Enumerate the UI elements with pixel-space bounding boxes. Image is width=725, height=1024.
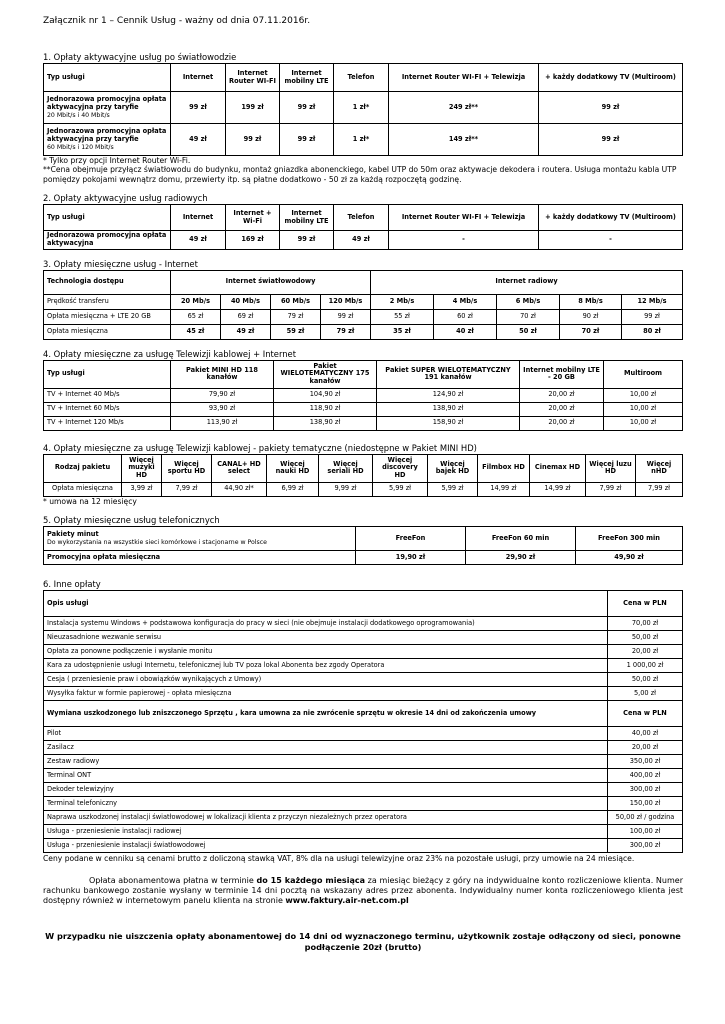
price-cell: 113,90 zł xyxy=(171,416,274,430)
table-header: Internet mobilny LTE xyxy=(280,64,334,92)
payment-text-cont: za miesiąc bieżący z góry na indywidualne konto rozliczeniowe klienta. Numer rachunku bankowego zostanie wysłany w terminie 14 dni pocztą na wskazany adres przez abonenta. Indywidualny numer konta rozliczeniowego klienta jest dostępny również w internetowym panelu klienta na stronie xyxy=(43,875,683,906)
speed-cell: 8 Mb/s xyxy=(560,294,622,309)
row-label: Opłata miesięczna + LTE 20 GB xyxy=(44,309,171,324)
price-cell: 104,90 zł xyxy=(274,388,377,402)
table-header: Internet radiowy xyxy=(371,270,683,294)
table-header: Więcej discovery HD xyxy=(373,454,428,482)
payment-text: Opłata abonamentowa płatna w terminie xyxy=(89,875,257,885)
fee-description: Nieuzasadnione wezwanie serwisu xyxy=(44,631,608,645)
table-header: Więcej nHD xyxy=(636,454,683,482)
price-cell: 49,90 zł xyxy=(576,551,683,565)
row-label: Opłata miesięczna xyxy=(44,482,122,496)
price-cell: 29,90 zł xyxy=(466,551,576,565)
table-header: FreeFon 300 min xyxy=(576,527,683,551)
table-header: Więcej seriali HD xyxy=(319,454,373,482)
table-header: Więcej nauki HD xyxy=(267,454,319,482)
table-row xyxy=(44,659,683,673)
price-cell: 44,90 zł* xyxy=(212,482,267,496)
table-header: Internet Router WI-FI + Telewizja xyxy=(389,205,539,231)
fee-description: Instalacja systemu Windows + podstawowa konfiguracja do pracy w sieci (nie obejmuje instalacji dodatkowego oprogramowania) xyxy=(44,617,608,631)
fee-description: Terminal ONT xyxy=(44,769,608,783)
fee-description: Usługa - przeniesienie instalacji radiowej xyxy=(44,825,608,839)
speed-cell: 20 Mb/s xyxy=(171,294,221,309)
table-header: Telefon xyxy=(334,205,389,231)
client-panel-link[interactable]: www.faktury.air-net.com.pl xyxy=(285,896,409,906)
table-header: Internet xyxy=(171,64,226,92)
fee-price: 20,00 zł xyxy=(608,645,683,659)
table-header: Internet światłowodowy xyxy=(171,270,371,294)
table-row xyxy=(44,124,683,156)
table-header: FreeFon xyxy=(356,527,466,551)
price-cell: 7,99 zł xyxy=(586,482,636,496)
row-label: TV + Internet 120 Mb/s xyxy=(44,416,171,430)
table-row xyxy=(44,783,683,797)
fee-price: 150,00 zł xyxy=(608,797,683,811)
price-cell: 79,90 zł xyxy=(171,388,274,402)
price-cell: 199 zł xyxy=(226,92,280,124)
fee-description: Zestaw radiowy xyxy=(44,755,608,769)
price-cell: 169 zł xyxy=(226,231,280,249)
fee-price: 50,00 zł xyxy=(608,673,683,687)
table-header: Wymiana uszkodzonego lub zniszczonego Sprzętu , kara umowna za nie zwrócenie sprzętu w okresie 14 dni od zakończenia umowy xyxy=(44,701,608,727)
price-cell: 99 zł xyxy=(622,309,683,324)
payment-paragraph xyxy=(43,876,683,907)
price-cell: 138,90 zł xyxy=(274,416,377,430)
table-header: + każdy dodatkowy TV (Multiroom) xyxy=(539,64,683,92)
price-list-page xyxy=(43,16,683,953)
table-row xyxy=(44,755,683,769)
footnote-2: **Cena obejmuje przyłącz światłowodu do budynku, montaż gniazdka abonenckiego, kabel UTP do 50m oraz aktywacje dekodera i routera. Usługa montażu kabla UTP pomiędzy pokojami wewnątrz domu, przewierty itp. są płatne dodatkowo - 50 zł za każdą rozpoczętą godzinę. xyxy=(43,165,677,184)
row-label: Jednorazowa promocyjna opłata aktywacyjna przy taryfie xyxy=(47,127,167,143)
price-cell: 14,99 zł xyxy=(478,482,530,496)
price-cell: 149 zł** xyxy=(389,124,539,156)
section-4b-title: 4. Opłaty miesięczne za usługę Telewizji kablowej - pakiety tematyczne (niedostępne w Pakiet MINI HD) xyxy=(43,442,477,453)
section-4-title: 4. Opłaty miesięczne za usługę Telewizji kablowej + Internet xyxy=(43,348,296,359)
fee-price: 50,00 zł xyxy=(608,631,683,645)
price-cell: 99 zł xyxy=(171,92,226,124)
price-cell: 19,90 zł xyxy=(356,551,466,565)
section-2-title: 2. Opłaty aktywacyjne usług radiowych xyxy=(43,193,208,204)
table-header: Więcej luzu HD xyxy=(586,454,636,482)
row-label: Opłata miesięczna xyxy=(44,324,171,339)
price-cell: 99 zł xyxy=(280,124,334,156)
price-cell: 20,00 zł xyxy=(520,388,604,402)
table-header: Cena w PLN xyxy=(608,591,683,617)
fee-price: 100,00 zł xyxy=(608,825,683,839)
table-header: FreeFon 60 min xyxy=(466,527,576,551)
fee-price: 350,00 zł xyxy=(608,755,683,769)
phone-plans-table xyxy=(43,526,683,565)
table-row xyxy=(44,727,683,741)
row-label: Prędkość transferu xyxy=(44,294,171,309)
price-cell: 79 zł xyxy=(321,324,371,339)
fiber-activation-table xyxy=(43,63,683,156)
table-header: Więcej bajek HD xyxy=(428,454,478,482)
radio-activation-table xyxy=(43,204,683,249)
table-row xyxy=(44,617,683,631)
row-sublabel: 20 Mbit/s i 40 Mbit/s xyxy=(47,111,110,119)
price-cell: 158,90 zł xyxy=(377,416,520,430)
price-cell: 60 zł xyxy=(434,309,497,324)
price-cell: 20,00 zł xyxy=(520,416,604,430)
price-cell: 10,00 zł xyxy=(604,416,683,430)
row-sublabel: 60 Mbit/s i 120 Mbit/s xyxy=(47,143,114,151)
footnote-contract: * umowa na 12 miesięcy xyxy=(43,496,137,506)
price-cell: 49 zł xyxy=(171,231,226,249)
table-header: Multiroom xyxy=(604,360,683,388)
section-5-title: 5. Opłaty miesięczne usług telefonicznych xyxy=(43,515,220,526)
price-cell: 138,90 zł xyxy=(377,402,520,416)
table-header: Pakiety minut xyxy=(47,530,99,539)
price-cell: 49 zł xyxy=(221,324,271,339)
fee-description: Wysyłka faktur w formie papierowej - opłata miesięczna xyxy=(44,687,608,701)
fee-description: Naprawa uszkodzonej instalacji światłowodowej w lokalizacji klienta z przyczyn niezależnych przez operatora xyxy=(44,811,608,825)
fee-price: 40,00 zł xyxy=(608,727,683,741)
price-cell: 3,99 zł xyxy=(122,482,162,496)
table-row xyxy=(44,673,683,687)
price-cell: 80 zł xyxy=(622,324,683,339)
row-label: TV + Internet 40 Mb/s xyxy=(44,388,171,402)
price-cell: - xyxy=(389,231,539,249)
table-header: Filmbox HD xyxy=(478,454,530,482)
table-header: Więcej muzyki HD xyxy=(122,454,162,482)
table-row xyxy=(44,402,683,416)
price-cell: 90 zł xyxy=(560,309,622,324)
price-cell: 49 zł xyxy=(171,124,226,156)
price-cell: 6,99 zł xyxy=(267,482,319,496)
table-header: Cena w PLN xyxy=(608,701,683,727)
internet-monthly-table xyxy=(43,270,683,340)
table-header: Pakiet WIELOTEMATYCZNY 175 kanałów xyxy=(274,360,377,388)
price-cell: 5,99 zł xyxy=(428,482,478,496)
table-header: Rodzaj pakietu xyxy=(44,454,122,482)
fee-description: Kara za udostępnienie usługi Internetu, telefonicznej lub TV poza lokal Abonenta bez zgody Operatora xyxy=(44,659,608,673)
price-cell: 70 zł xyxy=(560,324,622,339)
table-header: Więcej sportu HD xyxy=(162,454,212,482)
row-label: Jednorazowa promocyjna opłata aktywacyjna przy taryfie xyxy=(47,95,167,111)
speed-cell: 2 Mb/s xyxy=(371,294,434,309)
table-row xyxy=(44,92,683,124)
price-cell: 1 zł* xyxy=(334,92,389,124)
footnote-1: * Tylko przy opcji Internet Router Wi-Fi. xyxy=(43,156,191,165)
table-row xyxy=(44,551,683,565)
table-header: Internet mobilny LTE xyxy=(280,205,334,231)
table-header: Opis usługi xyxy=(44,591,608,617)
table-header: Internet Router WI-FI xyxy=(226,64,280,92)
row-label: Promocyjna opłata miesięczna xyxy=(44,551,356,565)
document-header: Załącznik nr 1 – Cennik Usług - ważny od dnia 07.11.2016r. xyxy=(43,16,311,26)
price-cell: 99 zł xyxy=(539,92,683,124)
price-cell: 45 zł xyxy=(171,324,221,339)
table-header: + każdy dodatkowy TV (Multiroom) xyxy=(539,205,683,231)
table-row xyxy=(44,388,683,402)
price-cell: 69 zł xyxy=(221,309,271,324)
price-cell: 124,90 zł xyxy=(377,388,520,402)
price-cell: 5,99 zł xyxy=(373,482,428,496)
price-cell: 55 zł xyxy=(371,309,434,324)
price-cell: 99 zł xyxy=(539,124,683,156)
table-row xyxy=(44,294,683,309)
price-cell: 35 zł xyxy=(371,324,434,339)
price-cell: 65 zł xyxy=(171,309,221,324)
section-1-title: 1. Opłaty aktywacyjne usług po światłowodzie xyxy=(43,52,237,62)
vat-note: Ceny podane w cenniku są cenami brutto z doliczoną stawką VAT, 8% dla na usługi telewizyjne oraz 23% na pozostałe usługi, przy umowie na 24 miesiące. xyxy=(43,854,635,864)
price-cell: 10,00 zł xyxy=(604,388,683,402)
payment-deadline: do 15 każdego miesiąca xyxy=(256,875,365,885)
table-row xyxy=(44,645,683,659)
price-cell: 59 zł xyxy=(271,324,321,339)
table-row xyxy=(44,482,683,496)
table-header: Internet xyxy=(171,205,226,231)
fee-price: 50,00 zł / godzina xyxy=(608,811,683,825)
price-cell: 50 zł xyxy=(497,324,560,339)
price-cell: 9,99 zł xyxy=(319,482,373,496)
price-cell: 249 zł** xyxy=(389,92,539,124)
table-header: CANAL+ HD select xyxy=(212,454,267,482)
fee-description: Pilot xyxy=(44,727,608,741)
table-row xyxy=(44,825,683,839)
fee-price: 400,00 zł xyxy=(608,769,683,783)
price-cell: 10,00 zł xyxy=(604,402,683,416)
table-row xyxy=(44,631,683,645)
price-cell: 118,90 zł xyxy=(274,402,377,416)
price-cell: 79 zł xyxy=(271,309,321,324)
price-cell: 70 zł xyxy=(497,309,560,324)
price-cell: 49 zł xyxy=(334,231,389,249)
table-header: Internet Router WI-FI + Telewizja xyxy=(389,64,539,92)
price-cell: 7,99 zł xyxy=(636,482,683,496)
price-cell: 93,90 zł xyxy=(171,402,274,416)
fee-price: 20,00 zł xyxy=(608,741,683,755)
table-header: Internet + Wi-Fi xyxy=(226,205,280,231)
fee-description: Dekoder telewizyjny xyxy=(44,783,608,797)
table-header: Cinemax HD xyxy=(530,454,586,482)
table-row xyxy=(44,797,683,811)
speed-cell: 60 Mb/s xyxy=(271,294,321,309)
disconnection-warning: W przypadku nie uiszczenia opłaty abonamentowej do 14 dni od wyznaczonego terminu, użytkownik zostaje odłączony od sieci, ponowne podłączenie 20zł (brutto) xyxy=(45,930,681,952)
table-header: Telefon xyxy=(334,64,389,92)
fee-description: Terminal telefoniczny xyxy=(44,797,608,811)
thematic-packages-table xyxy=(43,454,683,497)
table-header: Pakiet SUPER WIELOTEMATYCZNY 191 kanałów xyxy=(377,360,520,388)
fee-price: 1 000,00 zł xyxy=(608,659,683,673)
fee-price: 300,00 zł xyxy=(608,783,683,797)
other-fees-table xyxy=(43,590,683,853)
price-cell: 40 zł xyxy=(434,324,497,339)
speed-cell: 40 Mb/s xyxy=(221,294,271,309)
speed-cell: 12 Mb/s xyxy=(622,294,683,309)
row-label: Jednorazowa promocyjna opłata aktywacyjna xyxy=(44,231,171,249)
price-cell: 99 zł xyxy=(280,92,334,124)
table-row xyxy=(44,416,683,430)
table-row xyxy=(44,324,683,339)
table-row xyxy=(44,231,683,249)
table-row xyxy=(44,839,683,853)
table-row xyxy=(44,687,683,701)
price-cell: 99 zł xyxy=(321,309,371,324)
section-3-title: 3. Opłaty miesięczne usług - Internet xyxy=(43,258,198,269)
speed-cell: 120 Mb/s xyxy=(321,294,371,309)
tv-internet-table xyxy=(43,360,683,431)
fee-description: Opłata za ponowne podłączenie i wysłanie monitu xyxy=(44,645,608,659)
speed-cell: 6 Mb/s xyxy=(497,294,560,309)
table-subheader: Do wykorzystania na wszystkie sieci komórkowe i stacjonarne w Polsce xyxy=(47,538,267,546)
price-cell: 20,00 zł xyxy=(520,402,604,416)
speed-cell: 4 Mb/s xyxy=(434,294,497,309)
section-6-title: 6. Inne opłaty xyxy=(43,579,101,590)
table-header: Technologia dostępu xyxy=(44,270,171,294)
table-header: Typ usługi xyxy=(44,64,171,92)
table-row xyxy=(44,769,683,783)
table-header: Typ usługi xyxy=(44,205,171,231)
table-row xyxy=(44,811,683,825)
price-cell: 7,99 zł xyxy=(162,482,212,496)
fee-description: Zasilacz xyxy=(44,741,608,755)
table-row xyxy=(44,309,683,324)
table-header: Typ usługi xyxy=(44,360,171,388)
price-cell: 99 zł xyxy=(280,231,334,249)
fee-price: 300,00 zł xyxy=(608,839,683,853)
fee-description: Cesja ( przeniesienie praw i obowiązków wynikających z Umowy) xyxy=(44,673,608,687)
fee-description: Usługa - przeniesienie instalacji światłowodowej xyxy=(44,839,608,853)
fee-price: 5,00 zł xyxy=(608,687,683,701)
table-row xyxy=(44,741,683,755)
row-label: TV + Internet 60 Mb/s xyxy=(44,402,171,416)
table-header: Pakiet MINI HD 118 kanałów xyxy=(171,360,274,388)
price-cell: - xyxy=(539,231,683,249)
price-cell: 99 zł xyxy=(226,124,280,156)
price-cell: 1 zł* xyxy=(334,124,389,156)
price-cell: 14,99 zł xyxy=(530,482,586,496)
fee-price: 70,00 zł xyxy=(608,617,683,631)
table-header: Internet mobilny LTE - 20 GB xyxy=(520,360,604,388)
